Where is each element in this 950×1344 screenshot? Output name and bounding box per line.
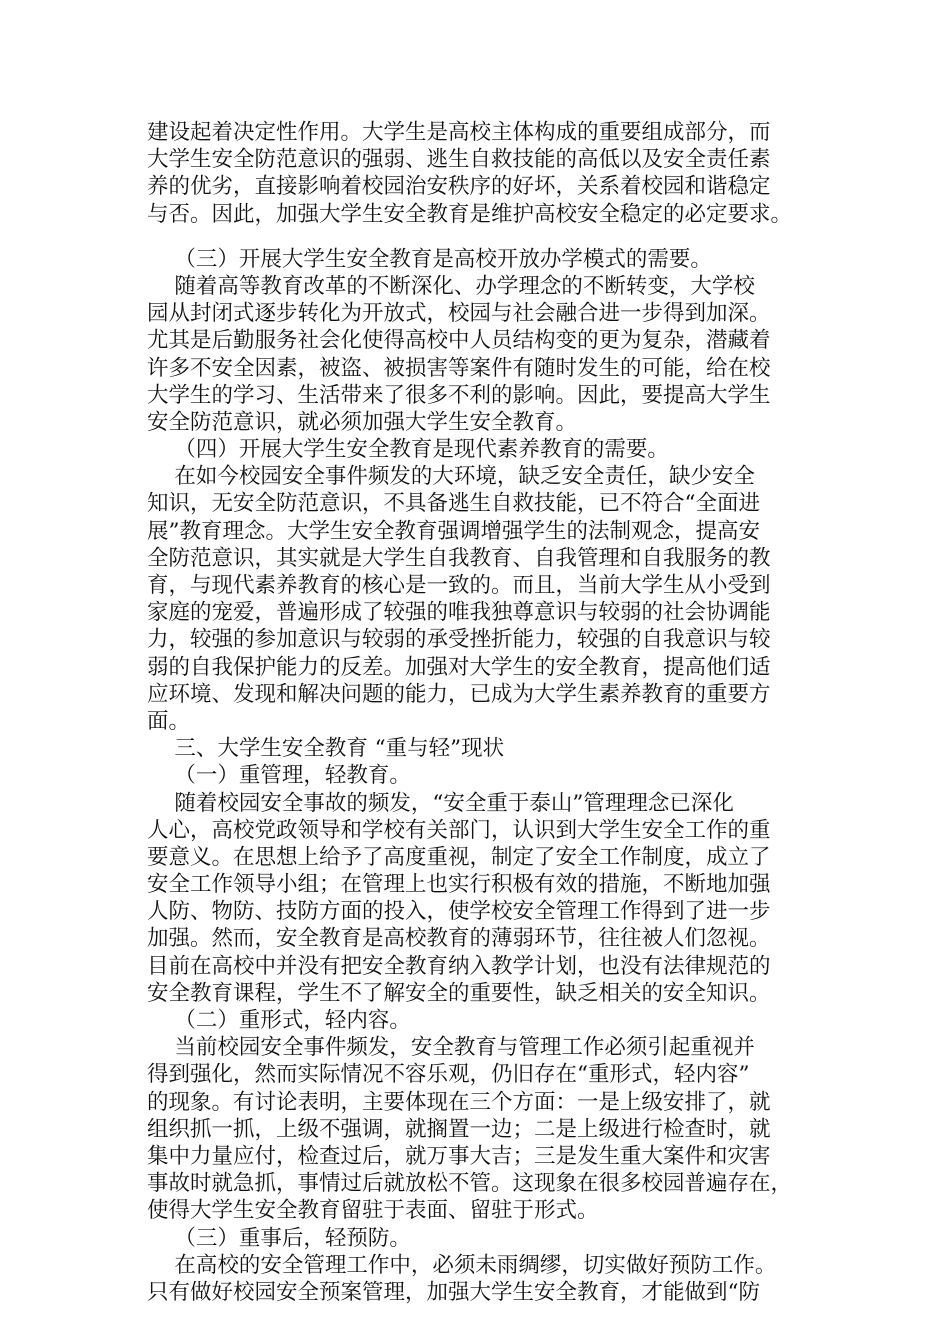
text-line: 安全教育课程，学生不了解安全的重要性，缺乏相关的安全知识。 xyxy=(147,980,771,1006)
text-line: 的现象。有讨论表明，主要体现在三个方面：一是上级安排了，就 xyxy=(147,1089,771,1115)
text-line: 展”教育理念。大学生安全教育强调增强学生的法制观念，提高安 xyxy=(147,518,760,544)
section-heading: （四）开展大学生安全教育是现代素养教育的需要。 xyxy=(147,437,669,463)
text-line: 当前校园安全事件频发，安全教育与管理工作必须引起重视并 xyxy=(147,1035,755,1061)
text-line: 养的优劣，直接影响着校园治安秩序的好坏，关系着校园和谐稳定 xyxy=(147,174,771,200)
text-line: 人心，高校党政领导和学校有关部门，认识到大学生安全工作的重 xyxy=(147,817,771,843)
text-line: 与否。因此，加强大学生安全教育是维护高校安全稳定的必定要求。 xyxy=(147,201,793,227)
text-line: 只有做好校园安全预案管理，加强大学生安全教育，才能做到“防 xyxy=(147,1279,760,1305)
text-line: 育，与现代素养教育的核心是一致的。而且，当前大学生从小受到 xyxy=(147,573,771,598)
text-line: 家庭的宠爱，普遍形成了较强的唯我独尊意识与较弱的社会协调能 xyxy=(147,600,771,626)
text-line: 知识，无安全防范意识，不具备逃生自救技能，已不符合“全面进 xyxy=(147,491,760,517)
text-line: 人防、物防、技防方面的投入，使学校安全管理工作得到了进一步 xyxy=(147,899,771,925)
text-line: 全防范意识，其实就是大学生自我教育、自我管理和自我服务的教 xyxy=(147,545,771,571)
text-line: 集中力量应付，检查过后，就万事大吉；三是发生重大案件和灾害 xyxy=(147,1143,771,1169)
text-line: 大学生的学习、生活带来了很多不利的影响。因此，要提高大学生 xyxy=(147,382,771,408)
text-line: 加强。然而，安全教育是高校教育的薄弱环节，往往被人们忽视。 xyxy=(147,926,771,952)
text-line: 目前在高校中并没有把安全教育纳入教学计划，也没有法律规范的 xyxy=(147,953,771,979)
text-line: 大学生安全防范意识的强弱、逃生自救技能的高低以及安全责任素 xyxy=(147,147,771,173)
text-line: 使得大学生安全教育留驻于表面、留驻于形式。 xyxy=(147,1198,599,1224)
text-line: 尤其是后勤服务社会化使得高校中人员结构变的更为复杂，潜藏着 xyxy=(147,328,771,354)
subsection-heading: （一）重管理，轻教育。 xyxy=(147,763,411,789)
text-line: 弱的自我保护能力的反差。加强对大学生的安全教育，提高他们适 xyxy=(147,654,771,680)
text-line: 随着校园安全事故的频发，“安全重于泰山”管理理念已深化 xyxy=(147,790,734,816)
document-body xyxy=(147,119,807,1306)
text-line: 得到强化，然而实际情况不容乐观，仍旧存在“重形式，轻内容” xyxy=(147,1062,750,1088)
text-line: 园从封闭式逐步转化为开放式，校园与社会融合进一步得到加深。 xyxy=(147,301,771,327)
text-line: 力，较强的参加意识与较弱的承受挫折能力，较强的自我意识与较 xyxy=(147,627,771,653)
text-line: 安全防范意识，就必须加强大学生安全教育。 xyxy=(147,409,578,435)
paragraph-gap xyxy=(147,228,807,246)
text-line: 建设起着决定性作用。大学生是高校主体构成的重要组成部分，而 xyxy=(147,120,771,145)
section-heading: 三、大学生安全教育 “重与轻”现状 xyxy=(147,736,505,762)
text-line: 面。 xyxy=(147,708,191,734)
section-heading: （三）开展大学生安全教育是高校开放办学模式的需要。 xyxy=(147,246,712,272)
subsection-heading: （三）重事后，轻预防。 xyxy=(147,1225,411,1251)
text-line: 应环境、发现和解决问题的能力，已成为大学生素养教育的重要方 xyxy=(147,681,771,707)
text-line: 安全工作领导小组；在管理上也实行积极有效的措施，不断地加强 xyxy=(147,872,771,898)
text-line: 要意义。在思想上给予了高度重视，制定了安全工作制度，成立了 xyxy=(147,844,771,870)
text-line: 组织抓一抓，上级不强调，就搁置一边；二是上级进行检查时，就 xyxy=(147,1116,771,1142)
text-line: 事故时就急抓，事情过后就放松不管。这现象在很多校园普遍存在， xyxy=(147,1171,793,1197)
text-line: 在如今校园安全事件频发的大环境，缺乏安全责任，缺少安全 xyxy=(147,464,755,490)
text-line: 许多不安全因素，被盗、被损害等案件有随时发生的可能，给在校 xyxy=(147,355,771,381)
text-line: 随着高等教育改革的不断深化、办学理念的不断转变，大学校 xyxy=(147,273,755,299)
subsection-heading: （二）重形式，轻内容。 xyxy=(147,1008,411,1033)
text-line: 在高校的安全管理工作中，必须未雨绸缪，切实做好预防工作。 xyxy=(147,1252,777,1278)
